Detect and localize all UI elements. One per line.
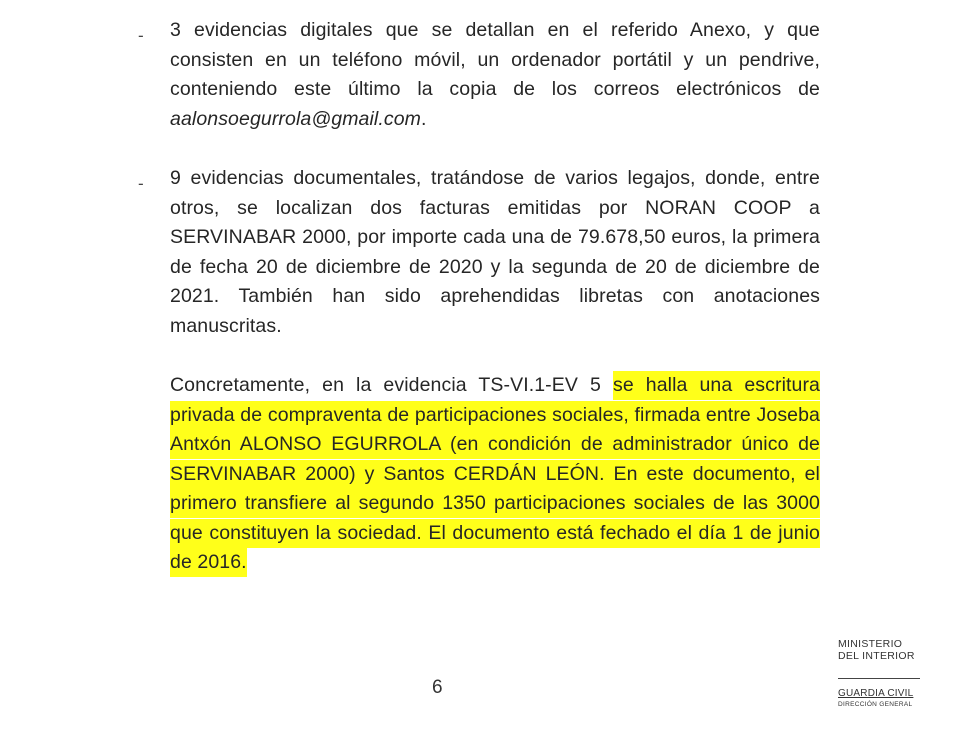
highlighted-text: se halla una escritura privada de compraventa de participaciones sociales, firmada entre Joseba Antxón ALONSO EGURROLA (en condición de administrador único de SERVINABAR 2000) y Santos CERDÁN LEÓN. En este documento, el primero transfiere al segundo 1350 participaciones sociales de las 3000 que constituyen la sociedad. El documento está fechado el día 1 de junio de 2016.	[170, 371, 820, 577]
agency-name: GUARDIA CIVIL	[838, 688, 914, 699]
bullet-text: 9 evidencias documentales, tratándose de varios legajos, donde, entre otros, se localizan dos facturas emitidas por NORAN COOP a SERVINABAR 2000, por importe cada una de 79.678,50 euros, la primera de fecha 20 de diciembre de 2020 y la segunda de 20 de diciembre de 2021. También han sido aprehendidas libretas con anotaciones manuscritas.	[170, 167, 820, 337]
bullet-dash: -	[138, 26, 144, 45]
bullet-digital-evidence	[170, 16, 820, 134]
footer-divider	[838, 678, 920, 679]
bullet-text: 3 evidencias digitales que se detallan en el referido Anexo, y que consisten en un teléfono móvil, un ordenador portátil y un pendrive, conteniendo este último la copia de los correos electrónicos de	[170, 19, 820, 100]
paragraph-intro: Concretamente, en la evidencia TS-VI.1-EV 5	[170, 374, 613, 396]
bullet-end: .	[421, 107, 427, 130]
ministry-line-2: DEL INTERIOR	[838, 650, 915, 662]
bullet-dash: -	[138, 174, 144, 193]
bullet-documentary-evidence	[170, 164, 820, 341]
agency-label	[838, 688, 913, 710]
ministry-line-1: MINISTERIO	[838, 638, 903, 650]
page-number: 6	[432, 677, 443, 698]
evidence-paragraph	[170, 371, 820, 578]
agency-subtitle: DIRECCIÓN GENERAL	[838, 701, 913, 708]
email-address: aalonsoegurrola@gmail.com	[170, 107, 422, 130]
ministry-label	[838, 638, 915, 662]
